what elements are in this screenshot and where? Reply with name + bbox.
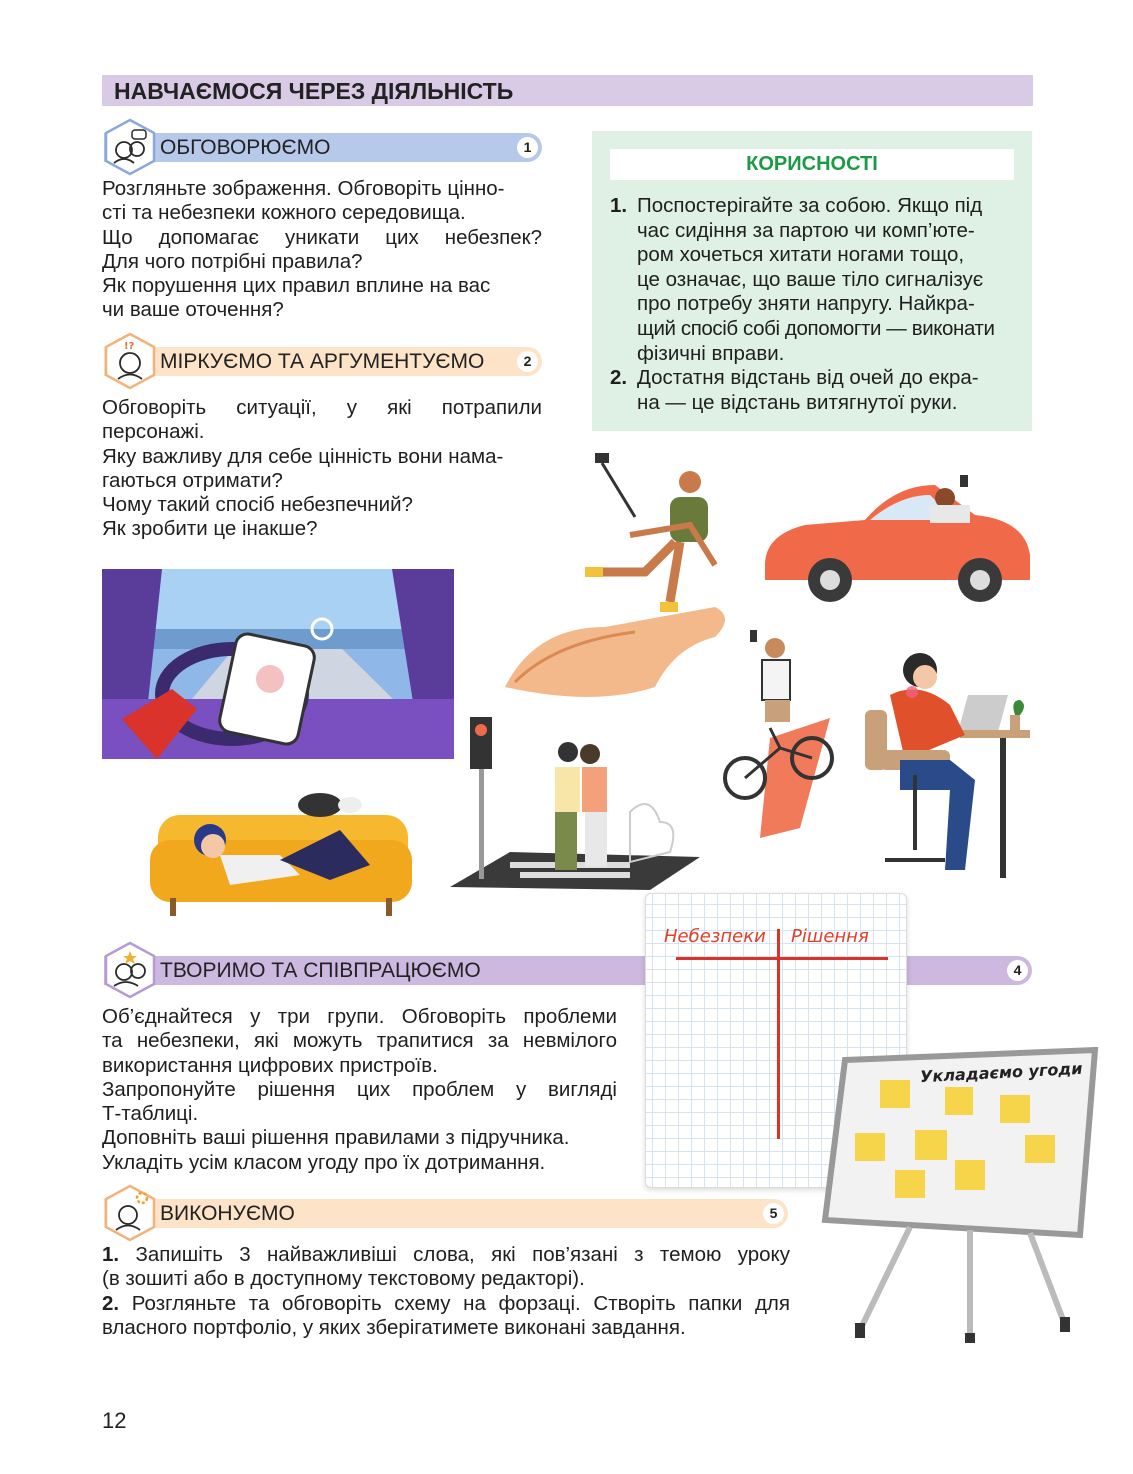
text-line: Поспостерігайте за собою. Якщо під bbox=[637, 194, 983, 217]
main-header-title: НАВЧАЄМОСЯ ЧЕРЕЗ ДІЯЛЬНІСТЬ bbox=[114, 78, 514, 104]
driver-phone-illustration bbox=[102, 569, 454, 759]
section-create-text bbox=[102, 1005, 617, 1175]
text-line: це означає, що ваше тіло сигналізує bbox=[637, 267, 984, 291]
sofa-phone-illustration bbox=[150, 780, 412, 920]
do-item bbox=[102, 1316, 790, 1340]
text-line: Яку важливу для себе цінність вони нама- bbox=[102, 444, 504, 468]
tips-item bbox=[610, 366, 1014, 415]
cyclist-phone-illustration bbox=[720, 628, 835, 838]
svg-text:!?: !? bbox=[124, 341, 135, 352]
section-create-number: 4 bbox=[1007, 960, 1028, 981]
main-header bbox=[102, 75, 1033, 106]
do-item-number: 2. bbox=[102, 1291, 120, 1315]
text-line: персонажі. bbox=[102, 420, 205, 444]
t-table-left-header: Небезпеки bbox=[664, 926, 766, 947]
text-line: Чому такий спосіб небезпечний? bbox=[102, 493, 413, 517]
text-line: Як порушення цих правил вплине на вас bbox=[102, 274, 491, 298]
t-table-right-header: Рішення bbox=[791, 926, 869, 947]
whiteboard-illustration bbox=[820, 1045, 1100, 1345]
text-line: Як зробити це інакше? bbox=[102, 517, 318, 541]
do-item-text: Розгляньте та обговоріть схему на форзаці. Створіть папки для bbox=[131, 1291, 790, 1315]
section-do-bar bbox=[104, 1199, 788, 1228]
text-line: Т-таблиці. bbox=[102, 1102, 199, 1126]
text-line: Що допомагає уникати цих небезпек? bbox=[102, 225, 542, 249]
tips-list bbox=[610, 194, 1014, 415]
section-do-title: ВИКОНУЄМО bbox=[160, 1202, 295, 1225]
do-item-text: власного портфоліо, у яких зберігатимете виконані завдання. bbox=[102, 1315, 686, 1339]
section-discuss-text bbox=[102, 177, 542, 323]
text-line: Запропонуйте рішення цих проблем у вигляді bbox=[102, 1077, 617, 1101]
text-line: гаються отримати? bbox=[102, 468, 283, 492]
section-reason-title: МІРКУЄМО ТА АРГУМЕНТУЄМО bbox=[160, 350, 485, 373]
text-line: ром хочеться хитати ногами тощо, bbox=[637, 243, 965, 267]
section-do-text bbox=[102, 1243, 790, 1340]
gear-person-icon bbox=[100, 1183, 160, 1243]
section-reason-bar bbox=[104, 347, 542, 376]
whiteboard-title: Укладаємо угоди bbox=[919, 1058, 1083, 1087]
t-table-vertical-line bbox=[777, 929, 780, 1139]
text-line: Для чого потрібні правила? bbox=[102, 249, 363, 273]
posture-laptop-illustration bbox=[860, 650, 1035, 882]
text-line: про потребу зняти напругу. Найкра- bbox=[637, 292, 975, 316]
do-item bbox=[102, 1243, 790, 1267]
selfie-cliff-illustration bbox=[495, 447, 750, 707]
do-item bbox=[102, 1267, 790, 1291]
section-discuss-bar bbox=[104, 133, 542, 162]
do-item-text: Запишіть 3 найважливіші слова, які пов’язані з темою уроку bbox=[135, 1243, 790, 1266]
text-line: чи ваше оточення? bbox=[102, 298, 284, 322]
section-discuss-title: ОБГОВОРЮЄМО bbox=[160, 136, 331, 159]
do-item-number: 1. bbox=[102, 1243, 120, 1266]
selfie-crosswalk-illustration bbox=[450, 712, 700, 892]
text-line: фізичні вправи. bbox=[637, 341, 785, 365]
collaboration-icon bbox=[100, 940, 160, 1000]
section-reason-number: 2 bbox=[517, 351, 538, 372]
section-discuss-number: 1 bbox=[517, 137, 538, 158]
text-line: на — це відстань витягнутої руки. bbox=[637, 390, 958, 414]
text-line: Доповніть ваші рішення правилами з підручника. bbox=[102, 1126, 570, 1150]
tips-item-number: 2. bbox=[610, 366, 628, 390]
text-line: використання цифрових пристроїв. bbox=[102, 1053, 438, 1077]
section-create-title: ТВОРИМО ТА СПІВПРАЦЮЄМО bbox=[160, 959, 481, 982]
tips-box bbox=[592, 131, 1032, 431]
text-line: час сидіння за партою чи комп’юте- bbox=[637, 218, 975, 242]
text-line: та небезпеки, які можуть трапитися за невмілого bbox=[102, 1029, 617, 1053]
tips-title: КОРИСНОСТІ bbox=[610, 149, 1014, 180]
do-item bbox=[102, 1292, 790, 1316]
tips-item bbox=[610, 194, 1014, 366]
text-line: Обговоріть ситуації, у які потрапили bbox=[102, 396, 542, 419]
text-line: Укладіть усім класом угоду про їх дотримання. bbox=[102, 1150, 546, 1174]
car-selfie-illustration bbox=[760, 470, 1035, 610]
section-do-number: 5 bbox=[763, 1203, 784, 1224]
text-line: Розгляньте зображення. Обговоріть цінно- bbox=[102, 177, 505, 200]
thinking-icon bbox=[100, 331, 160, 391]
text-line: Достатня відстань від очей до екра- bbox=[637, 366, 979, 390]
section-reason-text bbox=[102, 396, 542, 542]
do-item-text: (в зошиті або в доступному текстовому редакторі). bbox=[102, 1267, 585, 1291]
text-line: щий спосіб собі допомогти — виконати bbox=[637, 316, 995, 340]
text-line: Об’єднайтеся у три групи. Обговоріть проблеми bbox=[102, 1005, 617, 1028]
tips-item-number: 1. bbox=[610, 194, 628, 217]
t-table-horizontal-line bbox=[676, 957, 888, 960]
page-number: 12 bbox=[102, 1408, 127, 1433]
discussion-icon bbox=[100, 117, 160, 177]
whiteboard-drawing bbox=[820, 1045, 1100, 1345]
text-line: сті та небезпеки кожного середовища. bbox=[102, 201, 466, 225]
